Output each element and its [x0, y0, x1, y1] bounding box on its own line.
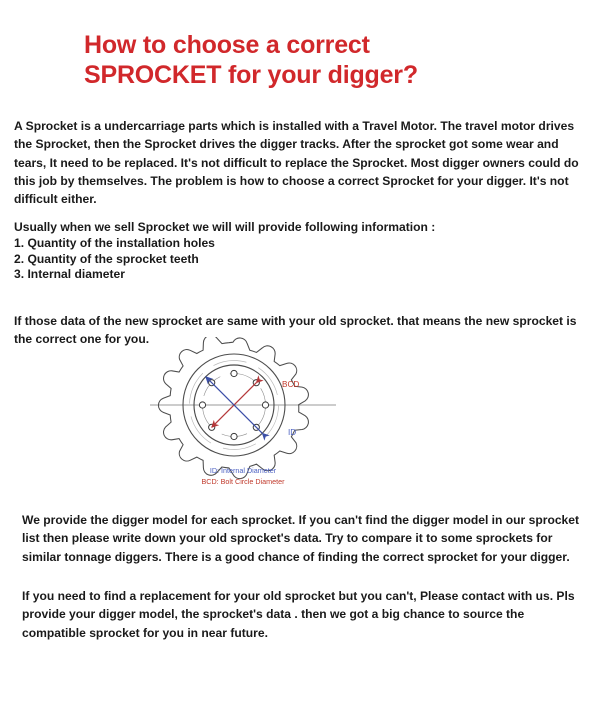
spec-list-item-3: 3. Internal diameter: [14, 267, 125, 282]
id-label: ID: [288, 428, 297, 437]
legend-bcd: BCD: Bolt Circle Diameter: [201, 477, 285, 486]
bolt-hole: [262, 402, 268, 408]
sprocket-spec-list: [14, 236, 414, 283]
page-title: [84, 30, 554, 90]
bolt-hole: [231, 370, 237, 376]
bolt-hole: [199, 402, 205, 408]
paragraph-information-lead: Usually when we sell Sprocket we will will provide following information :: [14, 220, 436, 235]
paragraph-contact-us: If you need to find a replacement for your old sprocket but you can't, Please contact with us. Pls provide your digger model, the sprocket's data . then we got a big chance to source the compatible sprocket for you in near future.: [22, 589, 575, 640]
legend-id: ID: Internal Diameter: [209, 466, 277, 475]
paragraph-matching-data: If those data of the new sprocket are same with your old sprocket. that means the new sprocket is the correct one for you.: [14, 314, 577, 347]
bolt-hole: [231, 433, 237, 439]
title-line-1: How to choose a correct: [84, 31, 370, 59]
bcd-label: BCD: [282, 380, 300, 389]
spec-list-item-2: 2. Quantity of the sprocket teeth: [14, 251, 199, 266]
sprocket-dimension-diagram: [148, 337, 338, 489]
spec-list-item-1: 1. Quantity of the installation holes: [14, 236, 215, 250]
paragraph-intro: A Sprocket is a undercarriage parts which is installed with a Travel Motor. The travel motor drives the Sprocket, then the Sprocket drives the digger tracks. After the sprocket got some wear and tears, It need to be replaced. It's not difficult to replace the Sprocket. Most digger owners could do this job by themselves. The problem is how to choose a correct Sprocket for your digger. It's not difficult either.: [14, 119, 579, 206]
title-line-2: SPROCKET for your digger?: [84, 61, 418, 89]
paragraph-we-provide: We provide the digger model for each sprocket. If you can't find the digger model in our sprocket list then please write down your old sprocket's data. Try to compare it to some sprockets for similar tonnage diggers. There is a good chance of finding the correct sprocket for your digger.: [22, 513, 580, 564]
gear-outline: [158, 337, 308, 479]
